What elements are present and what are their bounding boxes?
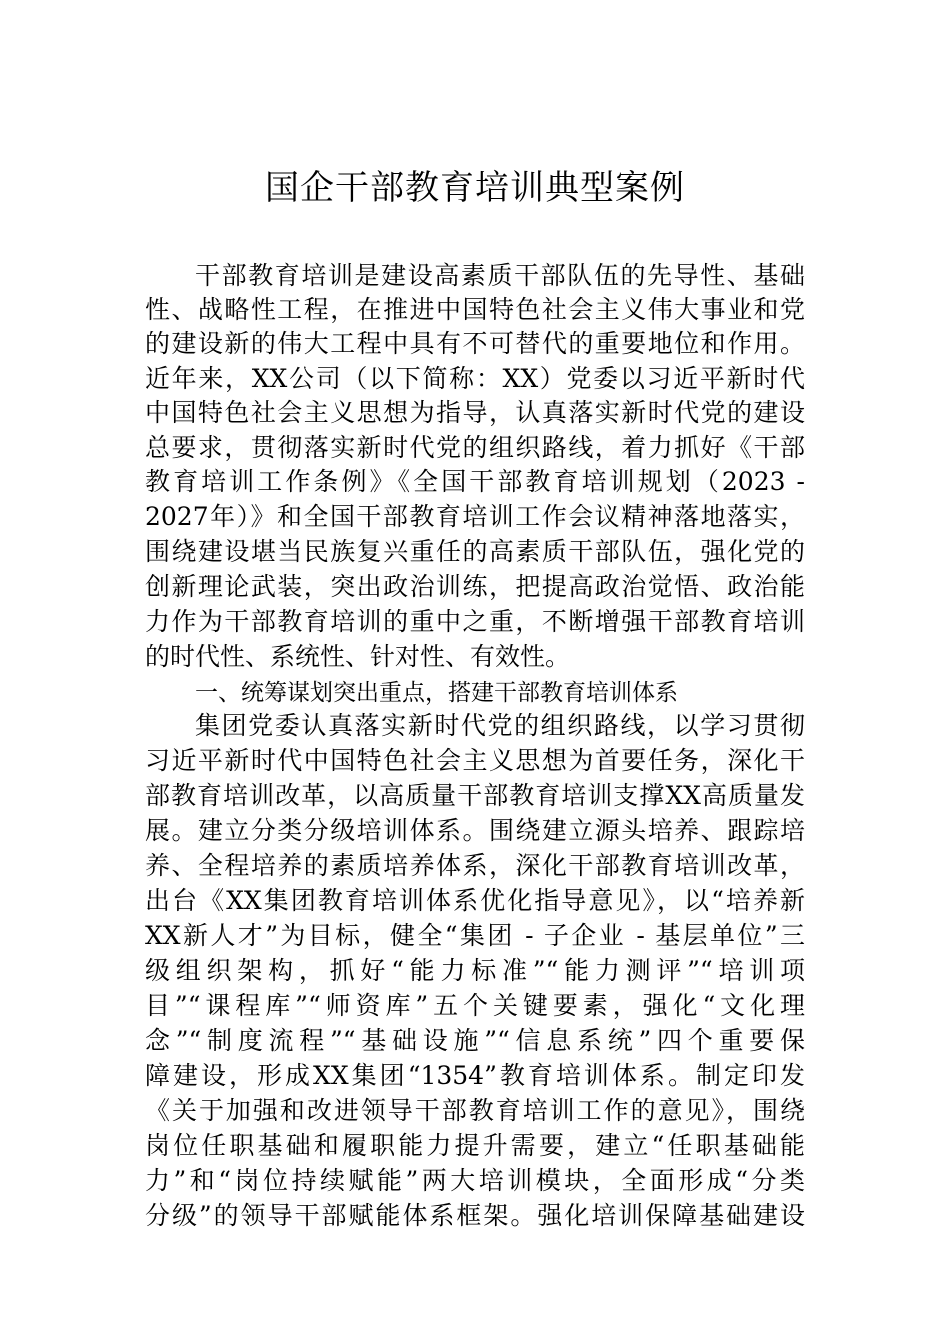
paragraph-2-line: 念”“制度流程”“基础设施”“信息系统”四个重要保 — [145, 1026, 805, 1055]
paragraph-1-line: 近年来，XX公司（以下简称：XX）党委以习近平新时代 — [145, 364, 805, 393]
paragraph-1-line: 的建设新的伟大工程中具有不可替代的重要地位和作用。 — [145, 329, 805, 358]
paragraph-1-line: 2027年）》和全国干部教育培训工作会议精神落地落实， — [145, 502, 805, 531]
paragraph-1-line: 中国特色社会主义思想为指导，认真落实新时代党的建设 — [145, 398, 805, 427]
paragraph-2-line: 力”和“岗位持续赋能”两大培训模块，全面形成“分类 — [145, 1166, 805, 1195]
paragraph-2-line: 岗位任职基础和履职能力提升需要，建立“任职基础能 — [145, 1131, 805, 1160]
paragraph-2-line: 分级”的领导干部赋能体系框架。强化培训保障基础建设 — [145, 1201, 805, 1230]
paragraph-1-line: 干部教育培训是建设高素质干部队伍的先导性、基础 — [195, 261, 805, 290]
paragraph-1-line: 力作为干部教育培训的重中之重，不断增强干部教育培训 — [145, 607, 805, 636]
paragraph-1-line: 总要求，贯彻落实新时代党的组织路线，着力抓好《干部 — [145, 433, 805, 462]
paragraph-2-line: 习近平新时代中国特色社会主义思想为首要任务，深化干 — [145, 746, 805, 775]
section-heading: 一、统筹谋划突出重点，搭建干部教育培训体系 — [195, 680, 678, 706]
paragraph-2-line: 目”“课程库”“师资库”五个关键要素，强化“文化理 — [145, 991, 805, 1020]
paragraph-1-line: 教育培训工作条例》《全国干部教育培训规划（2023 - — [145, 467, 805, 496]
paragraph-2-line: 《关于加强和改进领导干部教育培训工作的意见》，围绕 — [145, 1096, 805, 1125]
paragraph-2-line: 出台《XX集团教育培训体系优化指导意见》，以“培养新 — [145, 886, 805, 915]
paragraph-2-line: XX新人才”为目标，健全“集团 - 子企业 - 基层单位”三 — [145, 921, 805, 950]
paragraph-2-line: 展。建立分类分级培训体系。围绕建立源头培养、跟踪培 — [145, 816, 805, 845]
paragraph-2-line: 集团党委认真落实新时代党的组织路线，以学习贯彻 — [195, 711, 805, 740]
paragraph-1-line: 性、战略性工程，在推进中国特色社会主义伟大事业和党 — [145, 295, 805, 324]
paragraph-2-line: 养、全程培养的素质培养体系，深化干部教育培训改革， — [145, 851, 805, 880]
paragraph-1-line: 围绕建设堪当民族复兴重任的高素质干部队伍，强化党的 — [145, 537, 805, 566]
paragraph-2-line: 障建设，形成XX集团“1354”教育培训体系。制定印发 — [145, 1061, 805, 1090]
paragraph-2-line: 部教育培训改革，以高质量干部教育培训支撑XX高质量发 — [145, 781, 805, 810]
paragraph-2-line: 级组织架构，抓好“能力标准”“能力测评”“培训项 — [145, 956, 805, 985]
document-title: 国企干部教育培训典型案例 — [265, 168, 685, 208]
paragraph-1-line: 创新理论武装，突出政治训练，把提高政治觉悟、政治能 — [145, 572, 805, 601]
paragraph-1-line: 的时代性、系统性、针对性、有效性。 — [145, 642, 571, 671]
